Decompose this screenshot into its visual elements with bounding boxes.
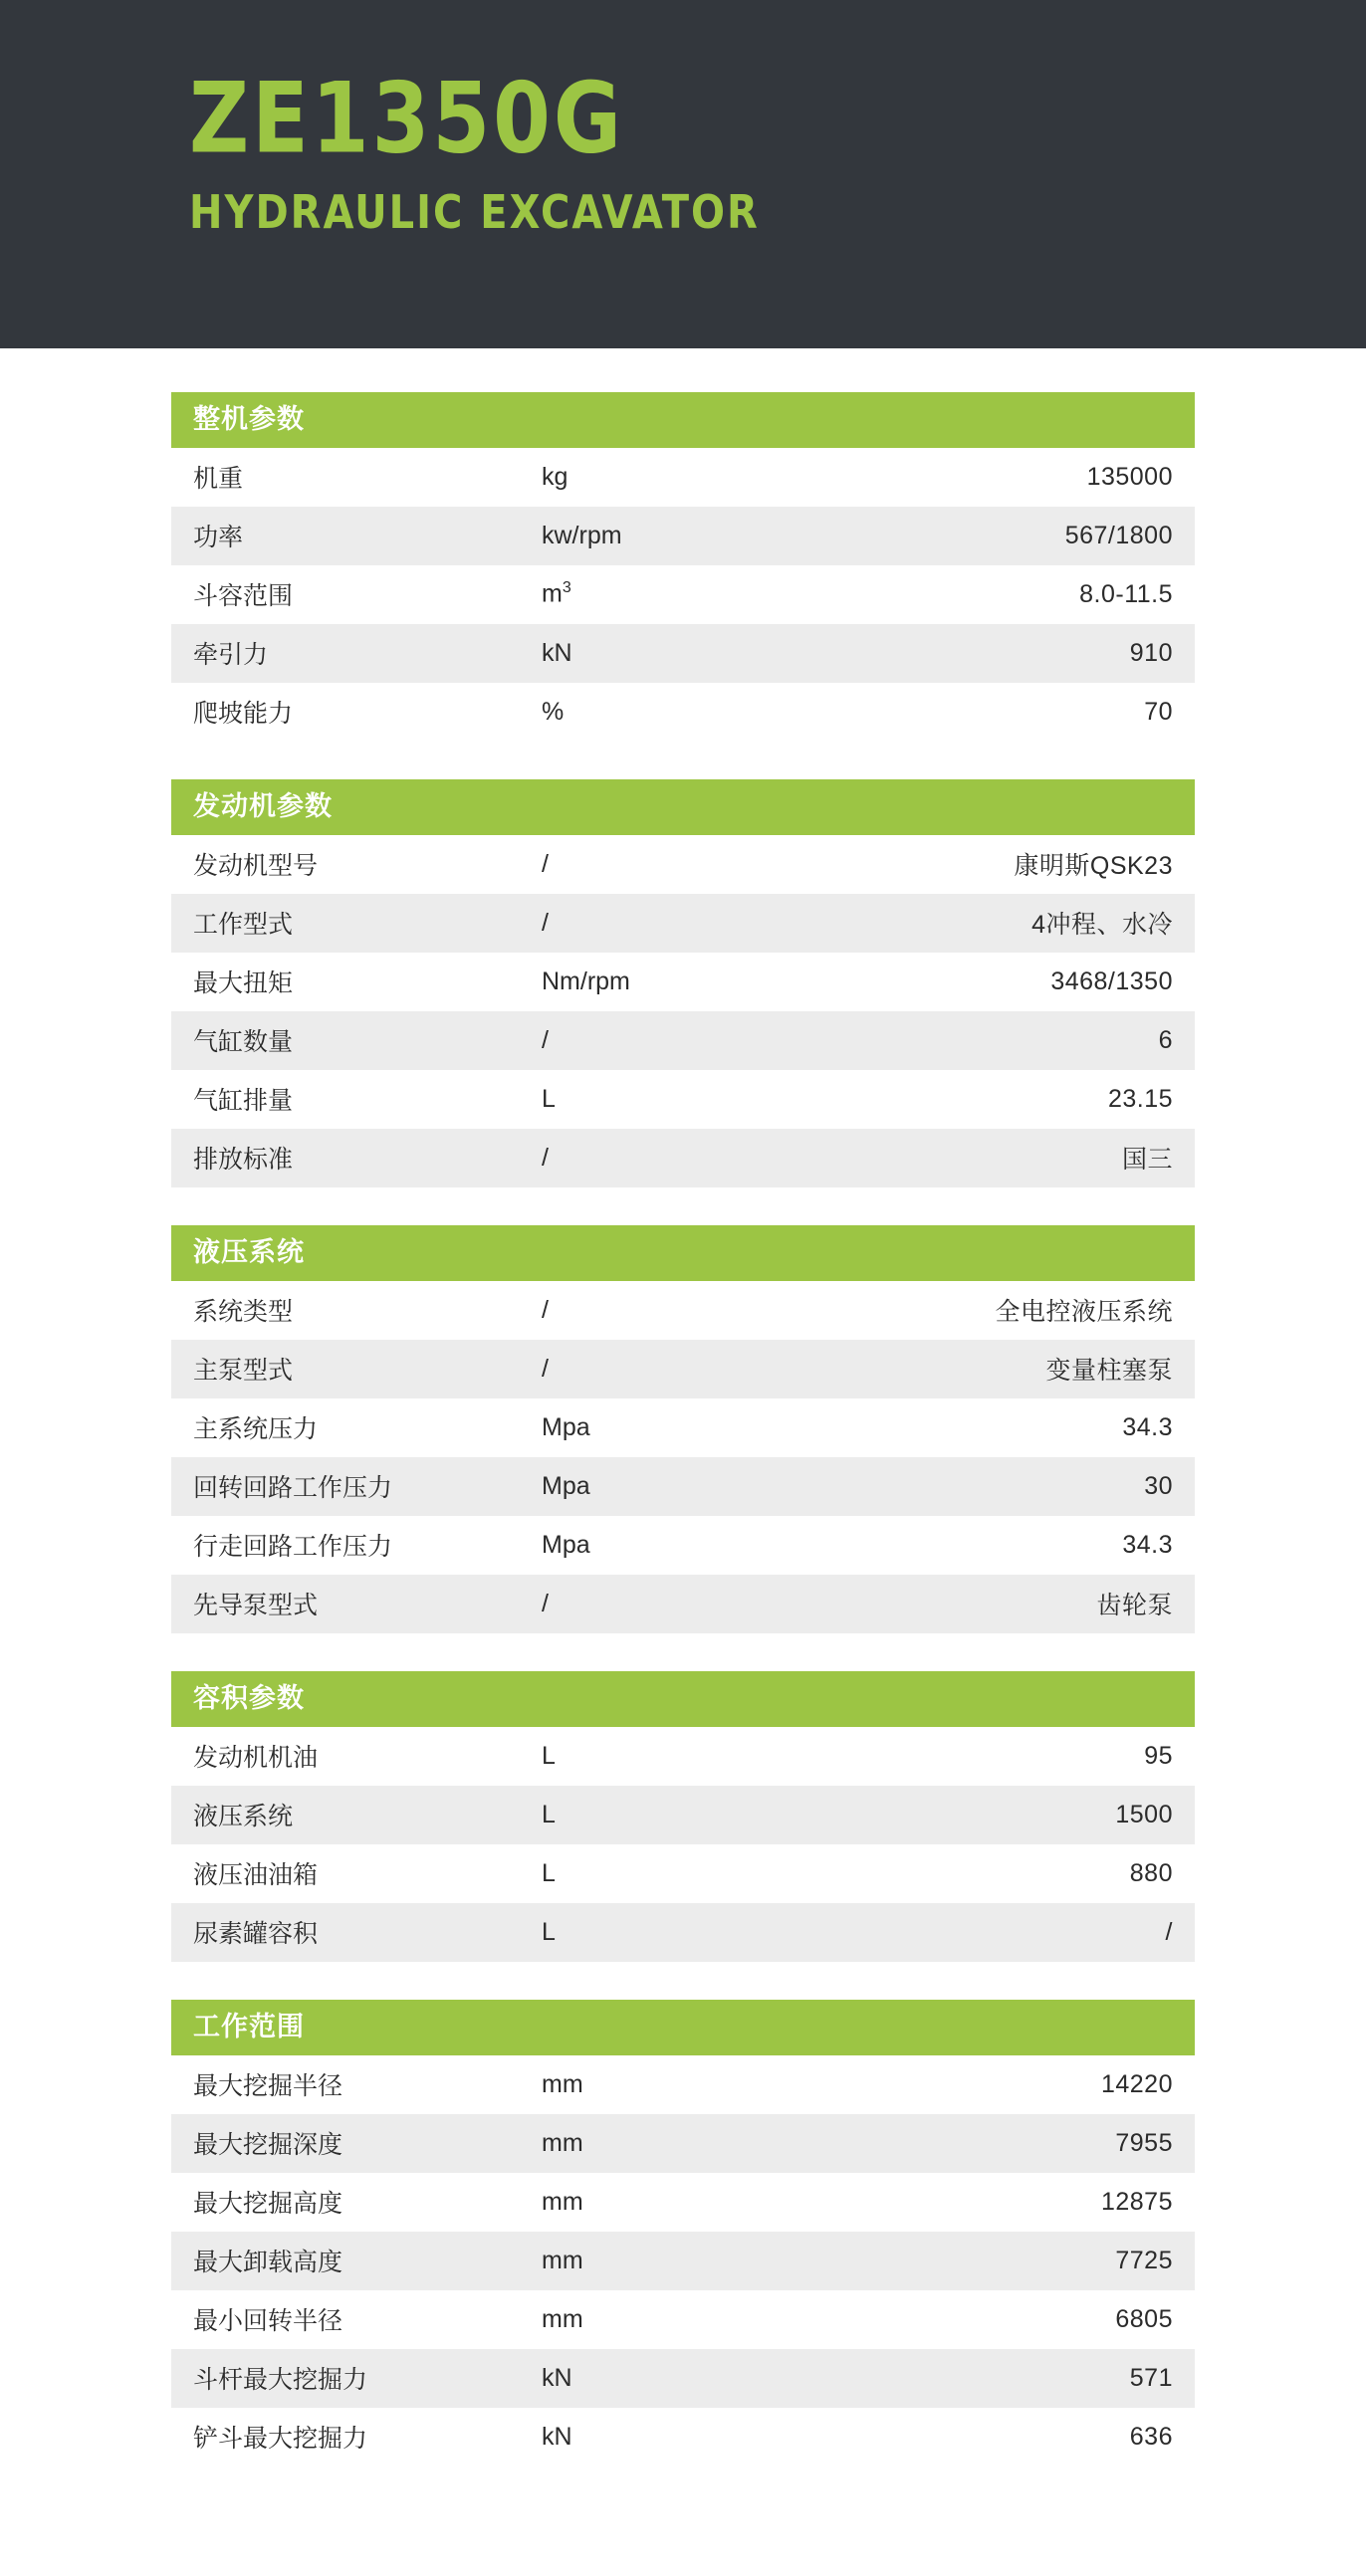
- spec-unit: mm: [542, 2290, 840, 2349]
- spec-unit: Mpa: [542, 1457, 840, 1516]
- spec-unit: mm: [542, 2232, 840, 2290]
- table-row: [171, 2408, 1195, 2467]
- spec-label: 斗容范围: [171, 565, 542, 624]
- table-row: [171, 1129, 1195, 1187]
- spec-table: [171, 1727, 1195, 1962]
- spec-unit: L: [542, 1727, 840, 1786]
- spec-label: 发动机型号: [171, 835, 542, 894]
- spec-label: 爬坡能力: [171, 683, 542, 742]
- header-banner: [0, 0, 1366, 348]
- table-row: [171, 1457, 1195, 1516]
- spec-value: 23.15: [840, 1070, 1195, 1129]
- spec-table: [171, 835, 1195, 1187]
- table-row: [171, 835, 1195, 894]
- section-title: 工作范围: [171, 2000, 1195, 2055]
- spec-label: 回转回路工作压力: [171, 1457, 542, 1516]
- spec-unit: %: [542, 683, 840, 742]
- spec-value: 571: [840, 2349, 1195, 2408]
- product-model-title: ZE1350G: [189, 61, 625, 176]
- table-row: [171, 507, 1195, 565]
- table-row: [171, 2173, 1195, 2232]
- spec-table: [171, 1281, 1195, 1633]
- spec-unit: L: [542, 1844, 840, 1903]
- spec-section: [171, 392, 1195, 742]
- spec-label: 液压系统: [171, 1786, 542, 1844]
- table-row: [171, 2290, 1195, 2349]
- table-row: [171, 1727, 1195, 1786]
- spec-unit: Mpa: [542, 1516, 840, 1575]
- spec-value: /: [840, 1903, 1195, 1962]
- spec-unit: /: [542, 1340, 840, 1398]
- spec-table: [171, 448, 1195, 742]
- table-row: [171, 2055, 1195, 2114]
- table-row: [171, 1516, 1195, 1575]
- spec-label: 最大挖掘半径: [171, 2055, 542, 2114]
- spec-value: 国三: [840, 1129, 1195, 1187]
- table-row: [171, 1340, 1195, 1398]
- spec-value: 880: [840, 1844, 1195, 1903]
- section-title: 液压系统: [171, 1225, 1195, 1281]
- spec-unit: $m^3$: [542, 565, 840, 624]
- table-row: [171, 1786, 1195, 1844]
- spec-value: 全电控液压系统: [840, 1281, 1195, 1340]
- spec-unit: /: [542, 1129, 840, 1187]
- table-row: [171, 448, 1195, 507]
- spec-value: 8.0-11.5: [840, 565, 1195, 624]
- table-row: [171, 894, 1195, 953]
- spec-value: 14220: [840, 2055, 1195, 2114]
- spec-label: 功率: [171, 507, 542, 565]
- spec-table: [171, 2055, 1195, 2467]
- table-row: [171, 2114, 1195, 2173]
- spec-unit: kN: [542, 2349, 840, 2408]
- spec-unit: kw/rpm: [542, 507, 840, 565]
- spec-value: 567/1800: [840, 507, 1195, 565]
- spec-value: 135000: [840, 448, 1195, 507]
- spec-value: 3468/1350: [840, 953, 1195, 1011]
- spec-value: 6805: [840, 2290, 1195, 2349]
- spec-unit: Mpa: [542, 1398, 840, 1457]
- spec-value: 6: [840, 1011, 1195, 1070]
- section-title: 整机参数: [171, 392, 1195, 448]
- table-row: [171, 2349, 1195, 2408]
- spec-value: 95: [840, 1727, 1195, 1786]
- table-row: [171, 624, 1195, 683]
- table-row: [171, 1011, 1195, 1070]
- spec-unit: kg: [542, 448, 840, 507]
- spec-label: 主系统压力: [171, 1398, 542, 1457]
- spec-label: 气缸排量: [171, 1070, 542, 1129]
- spec-label: 气缸数量: [171, 1011, 542, 1070]
- section-title: 容积参数: [171, 1671, 1195, 1727]
- spec-unit: /: [542, 1575, 840, 1633]
- spec-value: 12875: [840, 2173, 1195, 2232]
- spec-value: 7955: [840, 2114, 1195, 2173]
- spec-value: 4冲程、水冷: [840, 894, 1195, 953]
- spec-unit: /: [542, 1011, 840, 1070]
- spec-label: 牵引力: [171, 624, 542, 683]
- table-row: [171, 1575, 1195, 1633]
- spec-section: [171, 1671, 1195, 1962]
- spec-value: 910: [840, 624, 1195, 683]
- spec-label: 尿素罐容积: [171, 1903, 542, 1962]
- section-title: 发动机参数: [171, 779, 1195, 835]
- spec-unit: L: [542, 1903, 840, 1962]
- spec-value: 康明斯QSK23: [840, 835, 1195, 894]
- spec-label: 工作型式: [171, 894, 542, 953]
- table-row: [171, 1903, 1195, 1962]
- spec-value: 636: [840, 2408, 1195, 2467]
- spec-value: 34.3: [840, 1398, 1195, 1457]
- spec-label: 最大挖掘高度: [171, 2173, 542, 2232]
- spec-value: 齿轮泵: [840, 1575, 1195, 1633]
- spec-unit: /: [542, 1281, 840, 1340]
- spec-section: [171, 2000, 1195, 2467]
- spec-sections-container: [0, 348, 1366, 2506]
- spec-unit: mm: [542, 2114, 840, 2173]
- spec-label: 系统类型: [171, 1281, 542, 1340]
- spec-unit: Nm/rpm: [542, 953, 840, 1011]
- table-row: [171, 683, 1195, 742]
- spec-unit: /: [542, 894, 840, 953]
- spec-unit: mm: [542, 2055, 840, 2114]
- spec-label: 行走回路工作压力: [171, 1516, 542, 1575]
- spec-value: 70: [840, 683, 1195, 742]
- spec-unit: L: [542, 1786, 840, 1844]
- table-row: [171, 953, 1195, 1011]
- spec-unit: /: [542, 835, 840, 894]
- spec-label: 最大卸载高度: [171, 2232, 542, 2290]
- product-type-subtitle: HYDRAULIC EXCAVATOR: [189, 186, 760, 240]
- spec-label: 最大扭矩: [171, 953, 542, 1011]
- spec-label: 最大挖掘深度: [171, 2114, 542, 2173]
- spec-value: 7725: [840, 2232, 1195, 2290]
- spec-section: [171, 1225, 1195, 1633]
- spec-label: 排放标准: [171, 1129, 542, 1187]
- spec-value: 30: [840, 1457, 1195, 1516]
- spec-value: 1500: [840, 1786, 1195, 1844]
- spec-label: 机重: [171, 448, 542, 507]
- spec-label: 先导泵型式: [171, 1575, 542, 1633]
- spec-label: 主泵型式: [171, 1340, 542, 1398]
- spec-unit: L: [542, 1070, 840, 1129]
- spec-unit: kN: [542, 624, 840, 683]
- spec-value: 变量柱塞泵: [840, 1340, 1195, 1398]
- spec-label: 斗杆最大挖掘力: [171, 2349, 542, 2408]
- spec-label: 发动机机油: [171, 1727, 542, 1786]
- table-row: [171, 1844, 1195, 1903]
- table-row: [171, 2232, 1195, 2290]
- spec-unit: mm: [542, 2173, 840, 2232]
- spec-label: 最小回转半径: [171, 2290, 542, 2349]
- spec-unit: kN: [542, 2408, 840, 2467]
- spec-label: 液压油油箱: [171, 1844, 542, 1903]
- spec-section: [171, 779, 1195, 1187]
- table-row: [171, 1070, 1195, 1129]
- table-row: [171, 1398, 1195, 1457]
- spec-value: 34.3: [840, 1516, 1195, 1575]
- spec-label: 铲斗最大挖掘力: [171, 2408, 542, 2467]
- table-row: [171, 1281, 1195, 1340]
- table-row: [171, 565, 1195, 624]
